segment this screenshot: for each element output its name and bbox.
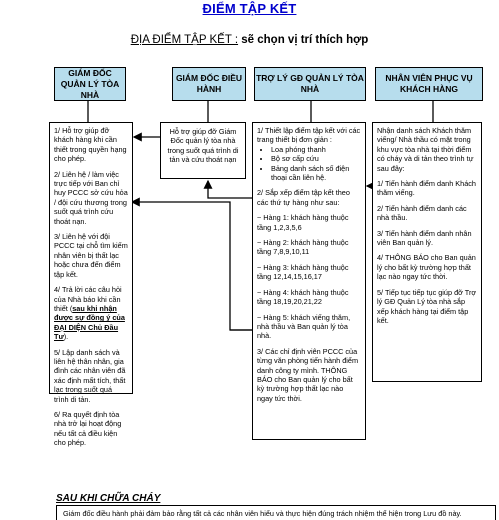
box-operations-director <box>160 122 246 179</box>
duty-text: 2/ Tiến hành điểm danh các nhà thầu. <box>377 203 467 223</box>
duty-text-part: 4/ Trả lời các câu hỏi của Nhà báo khi cần thiết ( <box>54 285 122 313</box>
row-text: ~ Hàng 1: khách hàng thuộc tầng 1,2,3,5,6 <box>257 213 349 232</box>
list-item: • Bảng danh sách số điện thoại cần liên hệ. <box>271 164 361 183</box>
header-building-manager: GIÁM ĐỐC QUẢN LÝ TÒA NHÀ <box>54 67 126 101</box>
box-assistant-manager <box>252 122 366 440</box>
list-item: • Bộ sơ cấp cứu <box>271 154 361 163</box>
header-customer-service: NHÂN VIÊN PHỤC VỤ KHÁCH HÀNG <box>375 67 483 101</box>
row-text: ~ Hàng 2: khách hàng thuộc tầng 7,8,9,10,11 <box>257 238 349 257</box>
duty-text: 2/ Liên hệ / làm việc trực tiếp với Ban chỉ huy PCCC sở cứu hỏa / đội cứu thương trong suốt quá trình cứu thoát nạn. <box>54 169 128 226</box>
after-fire-box <box>56 505 496 520</box>
row-text: ~ Hàng 4: khách hàng thuộc tầng 18,19,20,21,22 <box>257 287 349 307</box>
duty-text-emphasis: sau khi nhận được sự đồng ý của ĐẠI DIỆN Chủ Đầu Tư <box>54 303 125 342</box>
duty-text: 1/ Hỗ trợ giúp đỡ khách hàng khi cần thiết trong quyền hạng cho phép. <box>54 126 127 164</box>
duty-text: 2/ Sắp xếp điểm tập kết theo các thứ tự hàng như sau: <box>257 188 350 207</box>
duty-text <box>54 285 128 341</box>
duty-text: Nhận danh sách Khách thăm viếng/ Nhà thầu có mặt trong khu vực tòa nhà tại thời điểm có cháy và di tản theo trình tự sau đây: <box>377 126 474 173</box>
duty-text: 3/ Tiến hành điểm danh nhân viên Ban quản lý. <box>377 228 472 248</box>
box-customer-service <box>372 122 482 382</box>
arrow-col3-to-col2 <box>208 181 252 198</box>
duty-text: 5/ Tiếp tục tiếp tục giúp đỡ Trợ lý GĐ Quản Lý tòa nhà sắp xếp khách hàng tại điểm tập kết. <box>377 287 477 325</box>
header-operations-director: GIÁM ĐỐC ĐIỀU HÀNH <box>172 67 246 101</box>
page-title: ĐIỂM TẬP KẾT <box>202 1 297 16</box>
subtitle-label: ĐỊA ĐIỂM TẬP KẾT : <box>130 34 239 46</box>
duty-text: 1/ Tiến hành điểm danh Khách thăm viếng. <box>377 179 476 198</box>
duty-text: 4/ THÔNG BÁO cho Ban quản lý cho bất kỳ trường hợp thất lạc nào ngay tức thời. <box>377 253 476 282</box>
arrow-col4-to-col1 <box>132 202 252 330</box>
after-fire-text: Giám đốc điều hành phải đảm bảo rằng tất cả các nhân viên hiểu và thực hiện đúng trách nhiệm thể hiện trong Lưu đồ này. <box>63 509 462 518</box>
duty-text: 3/ Liên hệ với đội PCCC tại chỗ tìm kiếm nhân viên bị thất lạc hoặc chưa đến điểm tập kết. <box>54 232 128 279</box>
equipment-list <box>257 145 361 183</box>
duty-text: Hỗ trợ giúp đỡ Giám Đốc quản lý tòa nhà trong suốt quá trình di tản và cứu thoát nạn <box>167 127 239 165</box>
header-assistant-manager: TRỢ LÝ GĐ QUẢN LÝ TÒA NHÀ <box>254 67 366 101</box>
duty-text: 3/ Các chỉ định viên PCCC của từng văn phòng tiến hành điểm danh công ty mình. THÔNG BÁO cho Ban quản lý cho bất kỳ trường hợp thất lạc nào ngay tức thời. <box>257 346 359 403</box>
row-text: ~ Hàng 5: khách viếng thăm, nhà thầu và Ban quản lý tòa nhà. <box>257 312 351 341</box>
after-fire-title: SAU KHI CHỮA CHÁY <box>56 493 161 504</box>
list-item: • Loa phóng thanh <box>271 145 361 154</box>
duty-text: 6/ Ra quyết định tòa nhà trở lại hoạt động nếu tất cả điều kiện cho phép. <box>54 409 122 448</box>
row-text: ~ Hàng 3: khách hàng thuộc tầng 12,14,15,16,17 <box>257 262 349 282</box>
subtitle-text: sẽ chọn vị trí thích hợp <box>241 34 369 46</box>
duty-text: 1/ Thiết lập điểm tập kết với các trang thiết bị đơn giản : <box>257 126 361 145</box>
box-building-manager <box>49 122 133 448</box>
header-connector-lines <box>88 100 433 122</box>
duty-text: 5/ Lập danh sách và liên hệ thân nhân, gia đình các nhân viên đã xác định mất tích, thất lạc trong suốt quá trình di tản. <box>54 347 126 404</box>
duty-text-part: ). <box>63 332 69 342</box>
